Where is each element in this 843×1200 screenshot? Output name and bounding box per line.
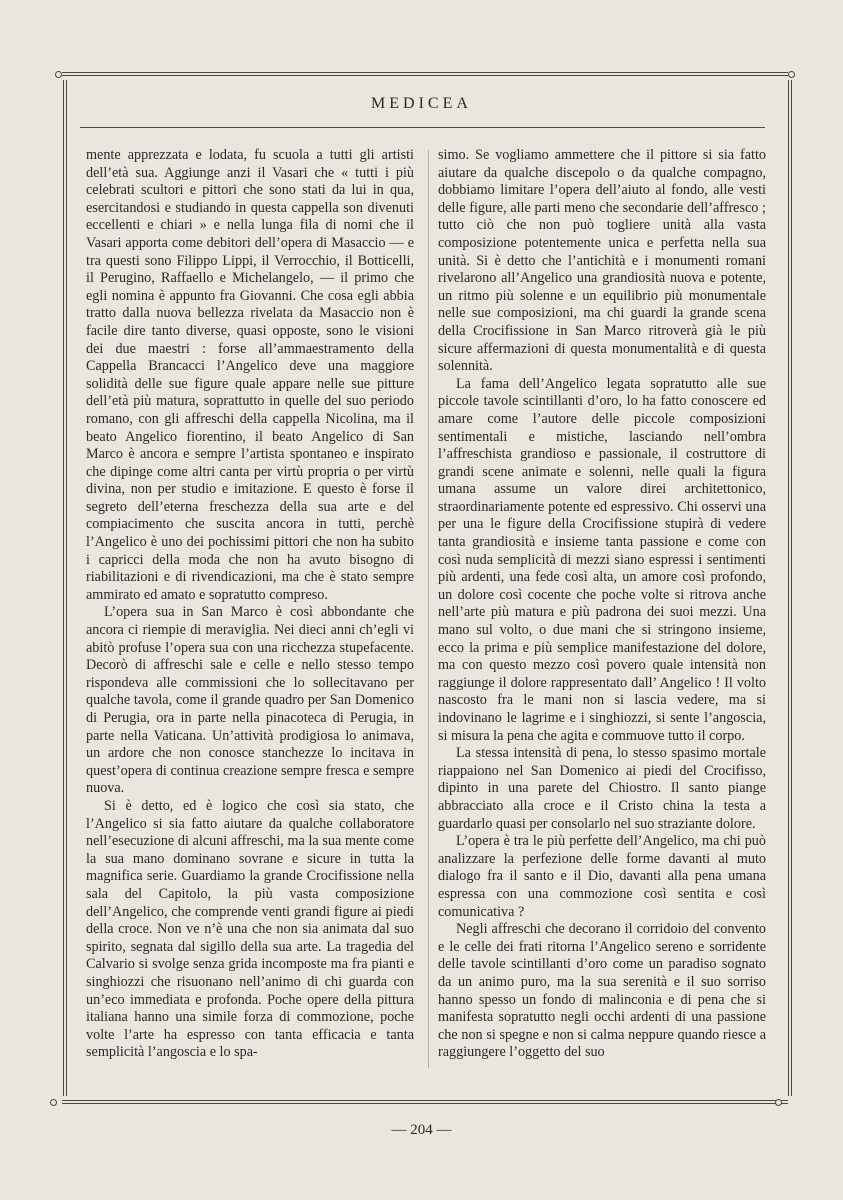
header-rule [80, 127, 765, 128]
frame-right-line-1 [788, 80, 789, 1096]
frame-ornament-icon [775, 1099, 782, 1106]
running-header: MEDICEA [371, 95, 472, 112]
frame-bottom-line-2 [62, 1103, 788, 1104]
frame-left-line-1 [63, 80, 64, 1096]
frame-top-line-2 [62, 75, 788, 76]
paragraph: La stessa intensità di pena, lo stesso spasimo mortale riappaiono nel San Domenico ai piedi del Crocifisso, dipinto in una parete del Chiostro. Il santo piange abbracciato alla croce e il Cristo china la testa a guardarlo quasi per consolarlo nel suo straziante dolore. [438, 745, 766, 832]
frame-right-line-2 [791, 80, 792, 1096]
paragraph: L’opera sua in San Marco è così abbondante che ancora ci riempie di meraviglia. Nei dieci anni ch’egli vi abitò profuse l’opera sua con una ricchezza stupefacente. Decorò di affreschi sale e celle e nello stesso tempo rispondeva alle commissioni che lo sollecitavano per qualche tavola, come il grande quadro per San Domenico di Perugia, ora in parte nella pinacoteca di Perugia, in parte nella Vaticana. Un’attività prodigiosa lo animava, un ardore che non conosce stanchezze lo incitava in quest’opera di continua creazione sempre fresca e sempre nuova. [86, 604, 414, 797]
paragraph: simo. Se vogliamo ammettere che il pittore si sia fatto aiutare da qualche discepolo o da qualche compagno, dobbiamo limitare l’opera dell’aiuto al fondo, alle vesti delle figure, alle parti meno che secondarie dell’affresco ; tutto ciò che non può togliere unità alla vasta composizione potentemente unica e perfetta nella sua unità. Si è detto che l’antichità e i monumenti romani rivelarono all’Angelico una grandiosità nuova e potente, un ritmo più solenne e un equilibrio più monumentale nelle sue composizioni, ma chi guardi la grande scena della Crocifissione in San Marco ritroverà già le più sicure affermazioni di questa monumentalità e di questa solennità. [438, 147, 766, 375]
frame-top-line-1 [62, 72, 788, 73]
paragraph: Si è detto, ed è logico che così sia stato, che l’Angelico si sia fatto aiutare da qualche collaboratore nell’esecuzione di alcuni affreschi, ma la sua mente come la sua mano dominano sovrane e sicure in tutta la magnifica serie. Guardiamo la grande Crocifissione nella sala del Capitolo, la più vasta composizione dell’Angelico, che comprende venti grandi figure ai piedi della croce. Non ve n’è una che non sia animata dal suo spirito, segnata dal sigillo della sua arte. La tragedia del Calvario si svolge senza grida incomposte ma fra pianti e singhiozzi che risuonano nell’animo di chi guarda con un’eco immediata e profonda. Poche opere della pittura italiana hanno una simile forza di commozione, poche volte l’arte ha espresso con tanta efficacia e tanta semplicità l’angoscia e lo spa- [86, 797, 414, 1061]
right-column [438, 147, 766, 1062]
frame-ornament-icon [788, 71, 795, 78]
paragraph: L’opera è tra le più perfette dell’Angelico, ma chi può analizzare la perfezione delle forme davanti al muto dialogo fra il santo e il Dio, davanti alla pena umana espressa con una commozione così sentita e così comunicativa ? [438, 833, 766, 920]
page-number: — 204 — [391, 1122, 452, 1138]
frame-left-line-2 [66, 80, 67, 1096]
frame-bottom-line-1 [62, 1100, 788, 1101]
left-column [86, 147, 414, 1062]
paragraph: La fama dell’Angelico legata sopratutto alle sue piccole tavole scintillanti d’oro, lo ha fatto conoscere ed amare come l’autore delle piccole composizioni sentimentali e mistiche, lasciando nell’ombra l’affreschista grandioso e passionale, il costruttore di grandi scene animate e solenni, nelle quali la figura umana assume un valore direi architettonico, straordinariamente potente ed espressivo. Chi osservi una per una le figure della Crocifissione stupirà di vedere tanta grandiosità e insieme tanta passione e come con così nuda semplicità di mezzi siano espressi i sentimenti più ardenti, una fede così alta, un amore così profondo, un dolore così cocente che poche volte si ritrova anche nell’arte più matura e più padrona dei suoi mezzi. Una mano sul volto, o due mani che si stringono insieme, ecco la prima e più semplice manifestazione del dolore, ma con questo mezzo così povero quale intensità non raggiunge il dolore rappresentato dall’ Angelico ! Il volto nascosto fra le mani non si lascia vedere, ma si indovinano le lagrime e i singhiozzi, si sente l’angoscia, si misura la pena che agita e commuove tutto il corpo. [438, 375, 766, 744]
column-divider [428, 150, 429, 1068]
paragraph: mente apprezzata e lodata, fu scuola a tutti gli artisti dell’età sua. Aggiunge anzi il Vasari che « tutti i più celebrati scultori e pittori che sono stati da lui in qua, esercitandosi e studiando in questa cappella son divenuti eccellenti e chiari » e nella lunga fila di nomi che il Vasari apporta come debitori dell’opera di Masaccio — e tra questi sono Filippo Lippi, il Verrocchio, il Botticelli, il Perugino, Raffaello e Michelangelo, — il primo che egli nomina è appunto fra Giovanni. Che cosa egli abbia tratto dalla nuova bellezza rivelata da Masaccio non è facile dire tanto diverse, quasi opposte, sono le visioni dei due maestri : forse all’ammaestramento della Cappella Brancacci l’Angelico deve una maggiore solidità delle sue figure quale appare nelle sue pitture dell’età più matura, soprattutto in quelle del suo periodo romano, con gli affreschi della cappella Nicolina, ma il beato Angelico fiorentino, il beato Angelico di San Marco è ancora e sempre l’artista spontaneo e inspirato che dipinge come altri canta per virtù propria o per virtù divina, non per studio e imitazione. E questo è forse il segreto dell’eterna freschezza della sua arte e del compiacimento che suscita ancora in tutti, perchè l’Angelico è uno dei pochissimi pittori che non ha subito i capricci della moda che non ha avuto bisogno di riabilitazioni e di rivendicazioni, ma che è stato sempre ammirato ed amato e sopratutto compreso. [86, 147, 414, 603]
paragraph: Negli affreschi che decorano il corridoio del convento e le celle dei frati ritorna l’Angelico sereno e sorridente delle tavole scintillanti d’oro come un paradiso sognato da un animo puro, ma la sua serenità e il suo sorriso hanno spesso un fondo di malinconia e di pena che si manifesta sopratutto negli occhi ardenti di una passione che non si spegne e non si calma neppure quando riesce a raggiungere l’oggetto del suo [438, 921, 766, 1061]
frame-ornament-icon [50, 1099, 57, 1106]
frame-ornament-icon [55, 71, 62, 78]
